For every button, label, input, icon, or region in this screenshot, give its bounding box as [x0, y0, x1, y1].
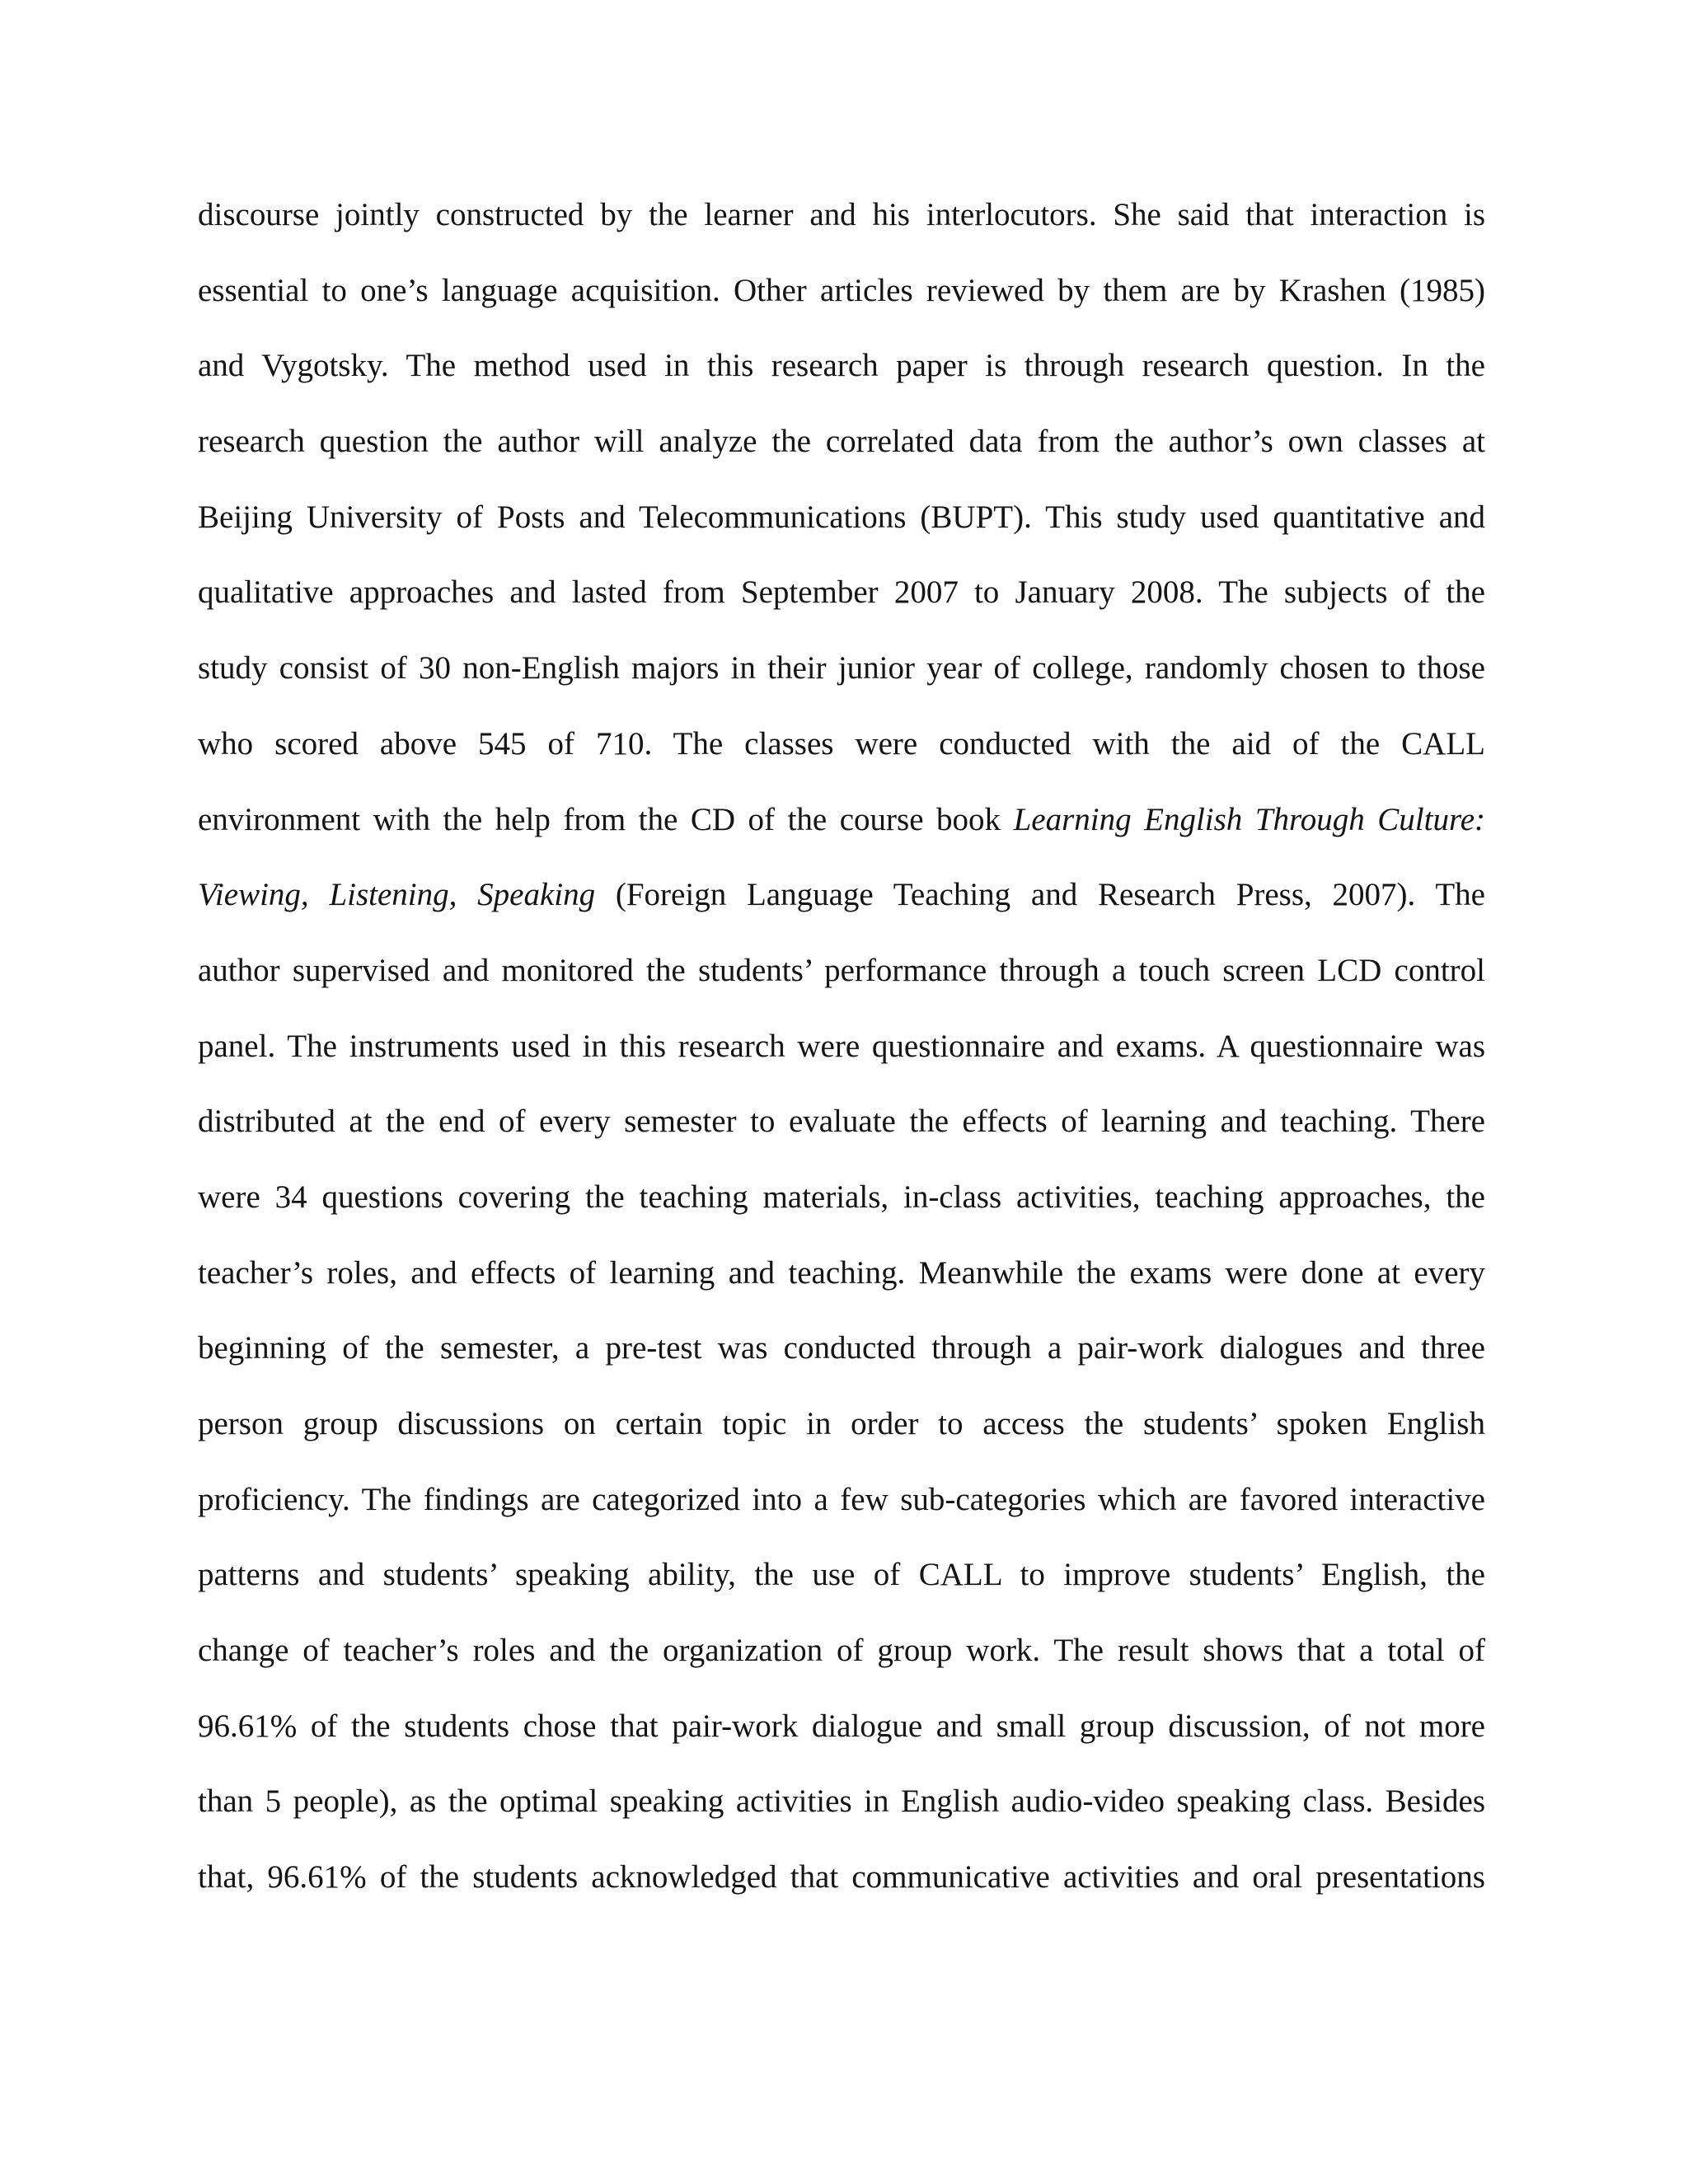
text-line: person group discussions on certain topic in order to access the students’ spoken English [198, 1406, 1485, 1441]
text-line: patterns and students’ speaking ability, the use of CALL to improve students’ English, the [198, 1557, 1485, 1593]
text-line: proficiency. The findings are categorized into a few sub-categories which are favored interactive [198, 1481, 1485, 1517]
text-line: 96.61% of the students chose that pair-work dialogue and small group discussion, of not more [198, 1708, 1485, 1744]
text-line: were 34 questions covering the teaching materials, in-class activities, teaching approaches, the [198, 1179, 1485, 1215]
text-line: change of teacher’s roles and the organization of group work. The result shows that a total of [198, 1633, 1485, 1669]
text-line: that, 96.61% of the students acknowledged that communicative activities and oral presentations [198, 1859, 1485, 1896]
text-run: environment with the help from the CD of the course book [198, 801, 1014, 837]
text-line: research question the author will analyze the correlated data from the author’s own classes at [198, 424, 1485, 460]
body-paragraph [198, 177, 1485, 1915]
book-title-italic: Viewing, Listening, Speaking [198, 877, 596, 913]
book-title-italic: Learning English Through Culture: [1013, 801, 1485, 837]
text-line: distributed at the end of every semester to evaluate the effects of learning and teaching. There [198, 1104, 1485, 1140]
text-line: teacher’s roles, and effects of learning and teaching. Meanwhile the exams were done at every [198, 1254, 1485, 1291]
text-line: study consist of 30 non-English majors in their junior year of college, randomly chosen to those [198, 650, 1485, 687]
text-line: Beijing University of Posts and Telecommunications (BUPT). This study used quantitative and [198, 499, 1485, 535]
text-line: essential to one’s language acquisition. Other articles reviewed by them are by Krashen (1985) [198, 272, 1485, 308]
text-line: who scored above 545 of 710. The classes were conducted with the aid of the CALL [198, 725, 1485, 762]
text-line: than 5 people), as the optimal speaking activities in English audio-video speaking class. Besides [198, 1783, 1485, 1820]
text-line: qualitative approaches and lasted from September 2007 to January 2008. The subjects of the [198, 574, 1485, 611]
text-line: beginning of the semester, a pre-test was conducted through a pair-work dialogues and three [198, 1330, 1485, 1366]
text-line: author supervised and monitored the students’ performance through a touch screen LCD control [198, 952, 1485, 988]
text-line: discourse jointly constructed by the learner and his interlocutors. She said that interaction is [198, 197, 1485, 232]
text-line [198, 782, 1485, 858]
text-line [198, 857, 1485, 933]
text-line: and Vygotsky. The method used in this research paper is through research question. In the [198, 348, 1485, 384]
text-line: panel. The instruments used in this research were questionnaire and exams. A questionnaire was [198, 1028, 1485, 1064]
text-run: (Foreign Language Teaching and Research Press, 2007). The [595, 877, 1485, 913]
